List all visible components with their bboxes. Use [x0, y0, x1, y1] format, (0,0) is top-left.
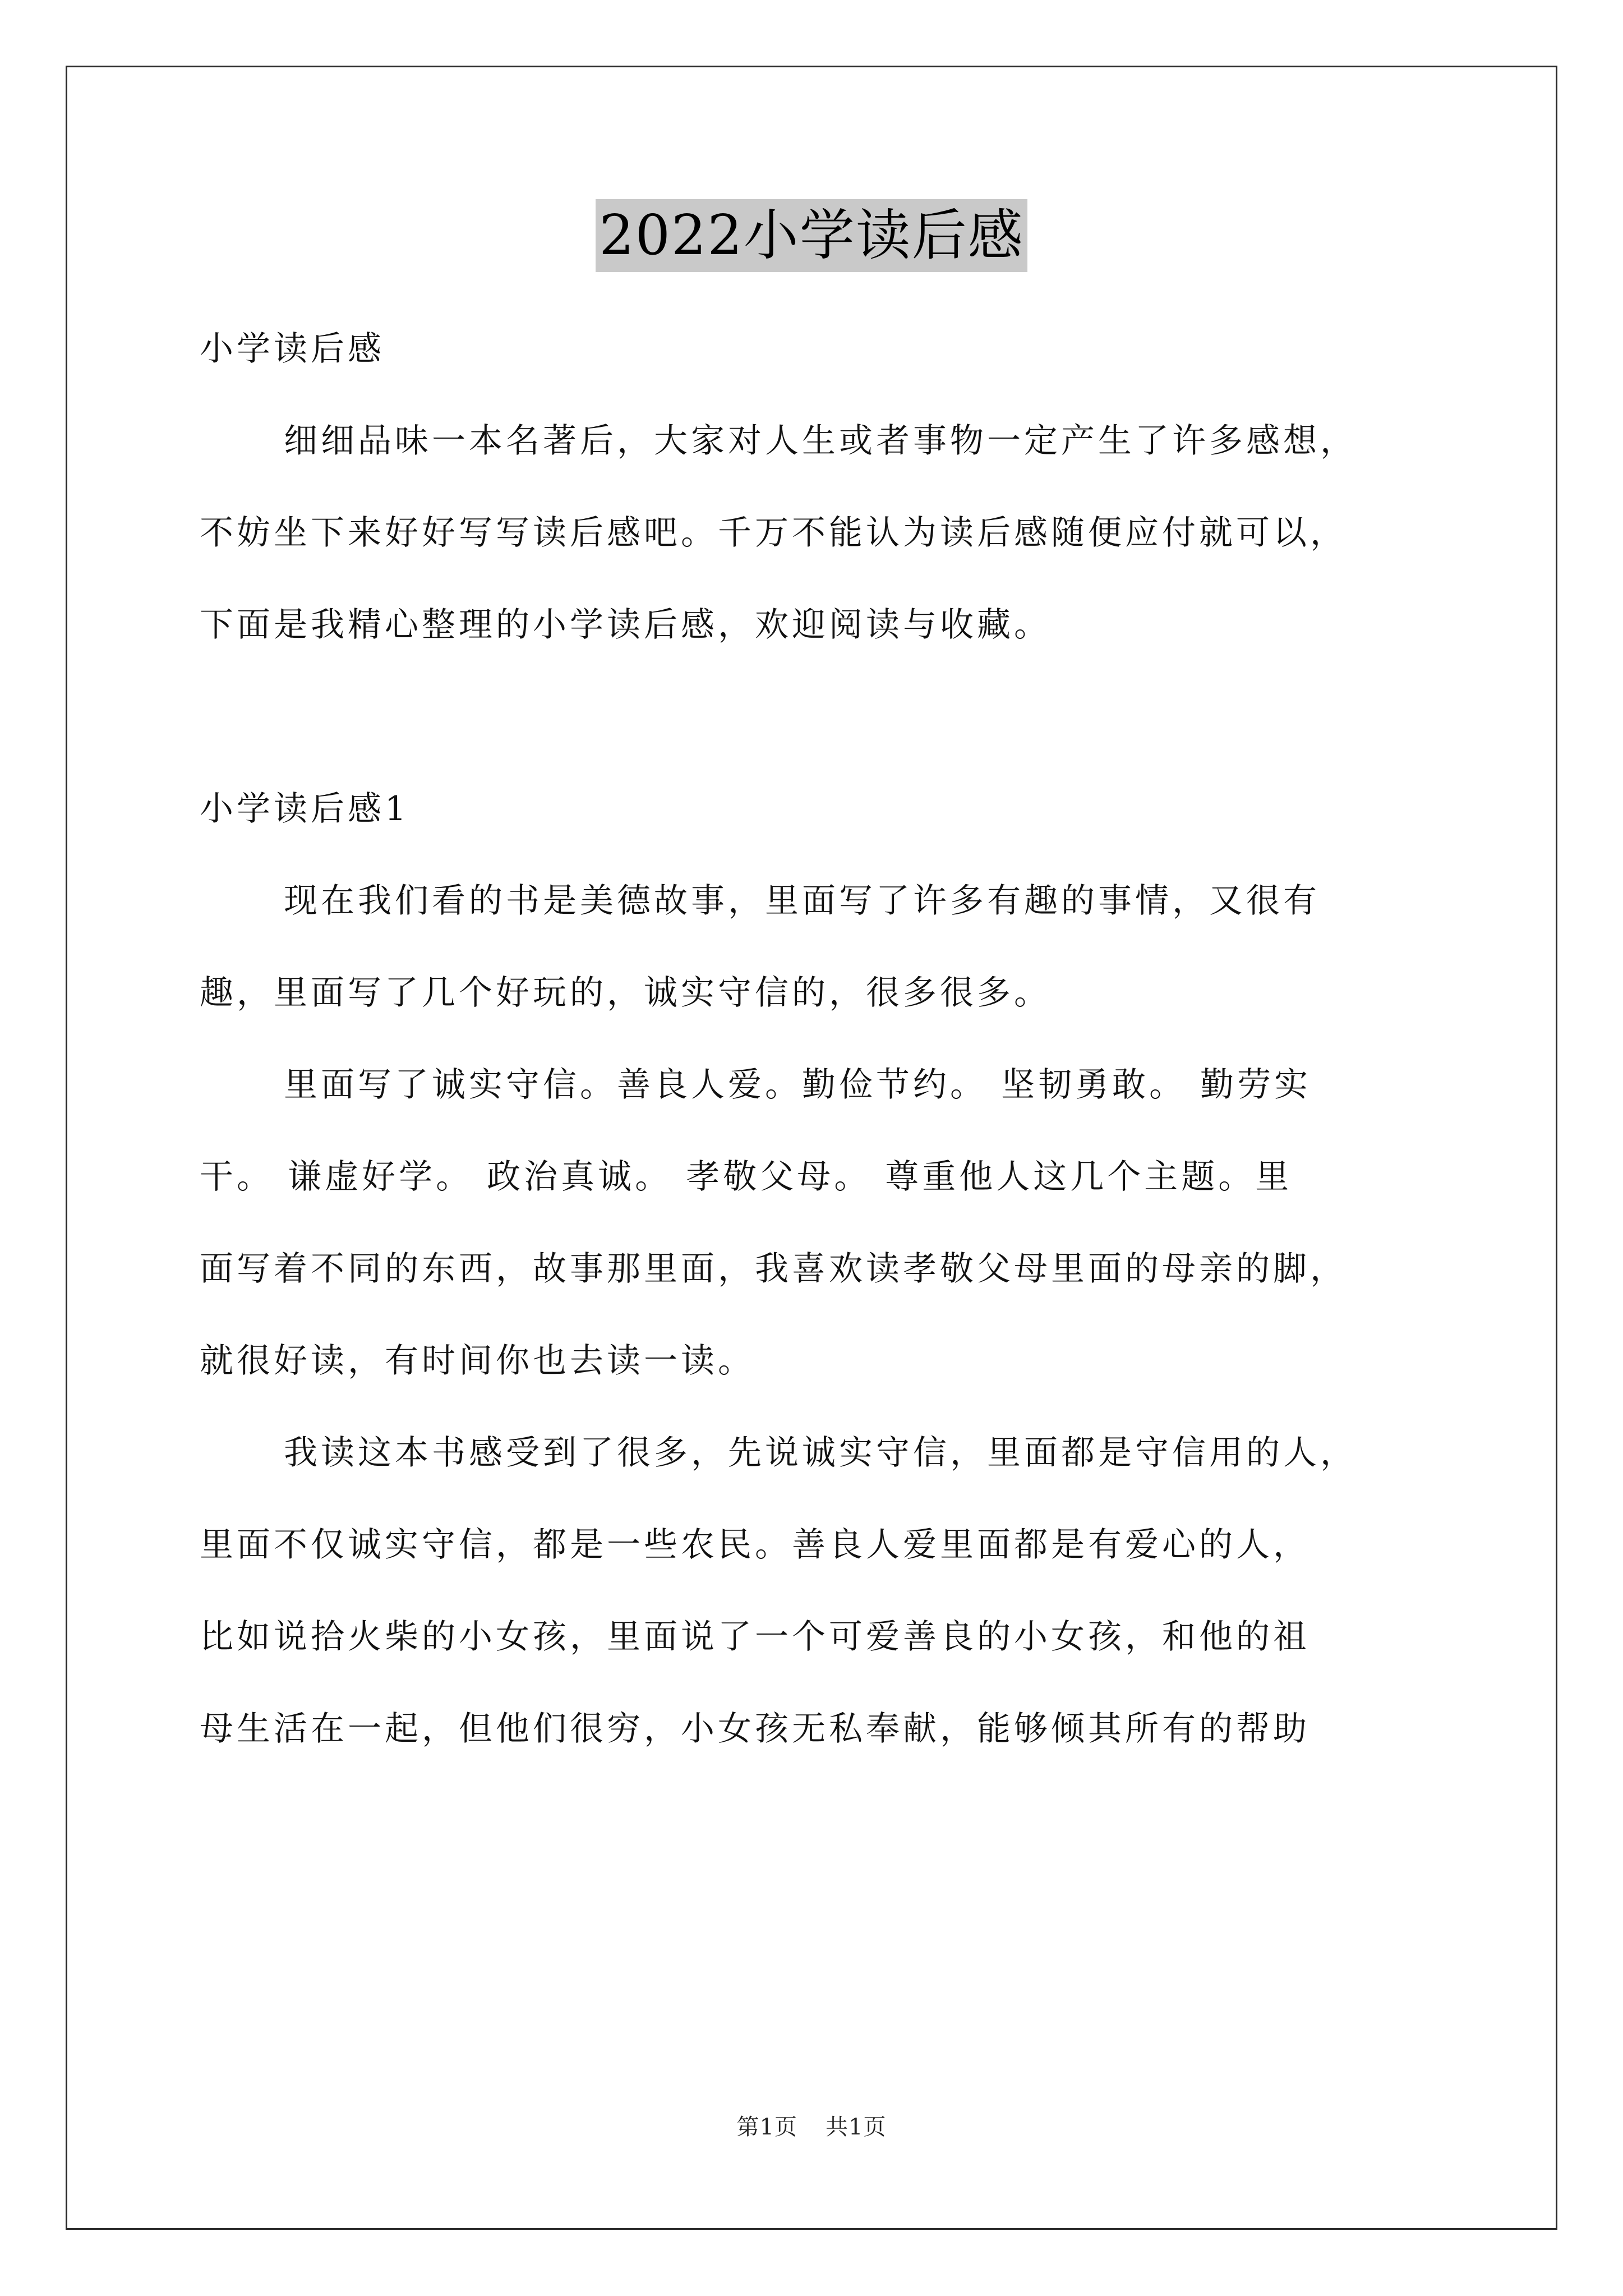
text-line: 下面是我精心整理的小学读后感，欢迎阅读与收藏。 [200, 605, 1051, 645]
page-total: 共1页 [826, 2114, 887, 2140]
section-heading-intro: 小学读后感 [200, 329, 385, 369]
text-line: 不妨坐下来好好写写读后感吧。千万不能认为读后感随便应付就可以， [200, 513, 1347, 553]
text-line: 趣，里面写了几个好玩的，诚实守信的，很多很多。 [200, 973, 1051, 1013]
paragraph-3 [200, 1407, 1428, 1775]
section-heading-1: 小学读后感1 [200, 789, 410, 829]
page-footer [0, 2109, 1623, 2141]
document-body [200, 303, 1428, 1775]
text-line: 面写着不同的东西，故事那里面，我喜欢读孝敬父母里面的母亲的脚， [200, 1249, 1347, 1289]
document-title: 2022小学读后感 [596, 199, 1027, 272]
text-line: 母生活在一起，但他们很穷，小女孩无私奉献，能够倾其所有的帮助 [200, 1709, 1310, 1749]
intro-paragraph [200, 395, 1428, 671]
text-line: 细细品味一本名著后，大家对人生或者事物一定产生了许多感想， [284, 421, 1357, 461]
text-line: 里面写了诚实守信。善良人爱。勤俭节约。 坚韧勇敢。 勤劳实 [284, 1065, 1312, 1105]
title-container [0, 199, 1623, 272]
text-line: 里面不仅诚实守信，都是一些农民。善良人爱里面都是有爱心的人， [200, 1525, 1310, 1565]
text-line: 就很好读，有时间你也去读一读。 [200, 1341, 755, 1381]
text-line: 比如说拾火柴的小女孩，里面说了一个可爱善良的小女孩，和他的祖 [200, 1617, 1310, 1657]
paragraph-1 [200, 855, 1428, 1039]
blank-line [200, 671, 1428, 763]
page-number: 第1页 [736, 2114, 797, 2140]
text-line: 现在我们看的书是美德故事，里面写了许多有趣的事情，又很有 [284, 881, 1320, 921]
paragraph-2 [200, 1039, 1428, 1407]
text-line: 我读这本书感受到了很多，先说诚实守信，里面都是守信用的人， [284, 1433, 1357, 1473]
text-line: 干。 谦虚好学。 政治真诚。 孝敬父母。 尊重他人这几个主题。里 [200, 1157, 1293, 1197]
